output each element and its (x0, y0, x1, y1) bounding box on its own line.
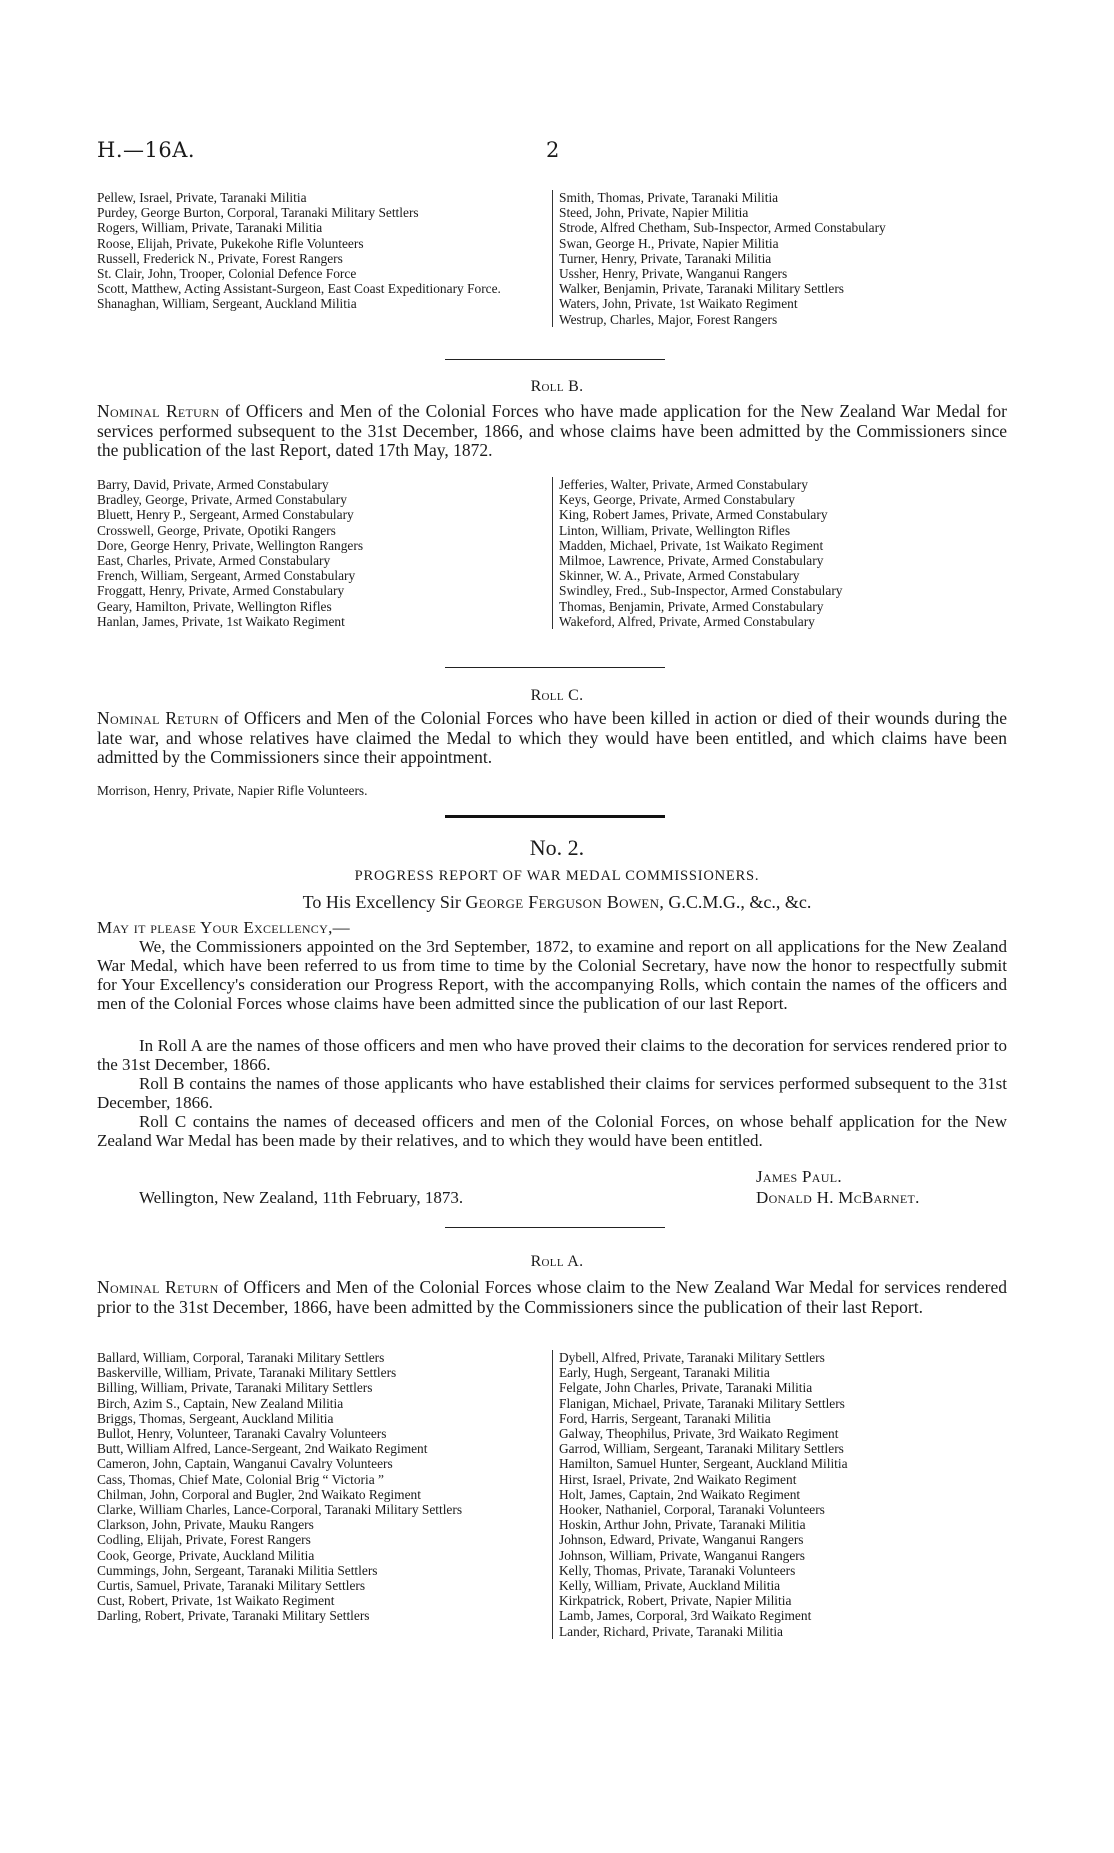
roll-entry: Swindley, Fred., Sub-Inspector, Armed Constabulary (559, 583, 843, 599)
roll-entry: Johnson, Edward, Private, Wanganui Rangers (559, 1532, 804, 1548)
report-paragraph: We, the Commissioners appointed on the 3rd September, 1872, to examine and report on all applications for the New Zealand War Medal, which have been referred to us from time to time by the Colonial Secretary, have now the honor to respectfully submit for Your Excellency's consideration our Progress Report, with the accompanying Rolls, which contain the names of the officers and men of the Colonial Forces whose claims have been admitted since the publication of our last Report. (97, 937, 1007, 1013)
roll-a-right-column (552, 1350, 1007, 1639)
roll-entry: Waters, John, Private, 1st Waikato Regiment (559, 296, 798, 312)
roll-entry: Flanigan, Michael, Private, Taranaki Military Settlers (559, 1395, 845, 1411)
signatory-name: Donald H. McBarnet. (756, 1188, 920, 1207)
roll-entry: Lander, Richard, Private, Taranaki Militia (559, 1623, 783, 1639)
roll-a-name-list (97, 1350, 1007, 1639)
roll-entry: Hanlan, James, Private, 1st Waikato Regiment (97, 613, 345, 629)
section-divider (445, 359, 665, 360)
roll-entry: Turner, Henry, Private, Taranaki Militia (559, 250, 772, 266)
roll-entry: Holt, James, Captain, 2nd Waikato Regiment (559, 1486, 801, 1502)
roll-entry: Kirkpatrick, Robert, Private, Napier Militia (559, 1593, 792, 1609)
roll-entry: Hamilton, Samuel Hunter, Sergeant, Auckland Militia (559, 1456, 848, 1472)
top-list-right-column (552, 190, 1007, 327)
roll-entry: Curtis, Samuel, Private, Taranaki Military Settlers (97, 1578, 366, 1594)
roll-entry: Bradley, George, Private, Armed Constabulary (97, 492, 347, 508)
report-paragraph: In Roll A are the names of those officers and men who have proved their claims to the decoration for services rendered prior to the 31st December, 1866. (97, 1036, 1007, 1074)
roll-entry: Bullot, Henry, Volunteer, Taranaki Cavalry Volunteers (97, 1426, 387, 1442)
roll-entry: Wakeford, Alfred, Private, Armed Constabulary (559, 613, 815, 629)
roll-entry: Roose, Elijah, Private, Pukekohe Rifle Volunteers (97, 235, 364, 251)
roll-entry: Clarkson, John, Private, Mauku Rangers (97, 1517, 314, 1533)
roll-entry: Steed, John, Private, Napier Militia (559, 205, 749, 221)
roll-entry: Cook, George, Private, Auckland Militia (97, 1547, 315, 1563)
roll-entry: Swan, George H., Private, Napier Militia (559, 235, 779, 251)
roll-entry: Ballard, William, Corporal, Taranaki Military Settlers (97, 1350, 385, 1365)
roll-entry: Rogers, William, Private, Taranaki Militia (97, 220, 323, 236)
roll-entry: Johnson, William, Private, Wanganui Rangers (559, 1547, 805, 1563)
roll-a-intro: Nominal Return of Officers and Men of the Colonial Forces whose claim to the New Zealand War Medal for services rendered prior to the 31st December, 1866, have been admitted by the Commissioners since the publication of their last Report. (97, 1277, 1007, 1317)
report-paragraph: Roll C contains the names of deceased officers and men of the Colonial Forces, on whose behalf application for the New Zealand War Medal has been made by their relatives, and to which they would have been entitled. (97, 1112, 1007, 1150)
roll-entry: Ussher, Henry, Private, Wanganui Rangers (559, 266, 788, 282)
roll-entry: Cameron, John, Captain, Wanganui Cavalry Volunteers (97, 1456, 393, 1472)
roll-entry: Cass, Thomas, Chief Mate, Colonial Brig “ Victoria ” (97, 1471, 384, 1487)
roll-entry: Smith, Thomas, Private, Taranaki Militia (559, 190, 779, 205)
roll-entry: Dybell, Alfred, Private, Taranaki Military Settlers (559, 1350, 825, 1365)
roll-entry: Codling, Elijah, Private, Forest Rangers (97, 1532, 311, 1548)
roll-entry: Kelly, Thomas, Private, Taranaki Volunteers (559, 1562, 796, 1578)
section-divider (445, 667, 665, 668)
roll-entry: French, William, Sergeant, Armed Constabulary (97, 568, 356, 584)
roll-entry: Briggs, Thomas, Sergeant, Auckland Militia (97, 1410, 334, 1426)
document-code: H.—16A. (97, 138, 196, 162)
roll-entry: Birch, Azim S., Captain, New Zealand Militia (97, 1395, 344, 1411)
roll-entry: Skinner, W. A., Private, Armed Constabulary (559, 568, 800, 584)
roll-entry: Billing, William, Private, Taranaki Military Settlers (97, 1380, 373, 1396)
roll-b-title: Roll B. (530, 378, 584, 395)
report-address: To His Excellency Sir George Ferguson Bowen, G.C.M.G., &c., &c. (302, 892, 812, 912)
roll-b-name-list (97, 477, 1007, 629)
roll-entry: Clarke, William Charles, Lance-Corporal, Taranaki Military Settlers (97, 1502, 463, 1518)
roll-entry: Scott, Matthew, Acting Assistant-Surgeon, East Coast Expeditionary Force. (97, 281, 501, 297)
roll-entry: Early, Hugh, Sergeant, Taranaki Militia (559, 1365, 770, 1381)
roll-entry: Felgate, John Charles, Private, Taranaki Militia (559, 1380, 813, 1396)
roll-entry: Cummings, John, Sergeant, Taranaki Militia Settlers (97, 1562, 378, 1578)
roll-entry: Darling, Robert, Private, Taranaki Military Settlers (97, 1608, 370, 1624)
roll-entry: Crosswell, George, Private, Opotiki Rangers (97, 522, 336, 538)
roll-entry: Froggatt, Henry, Private, Armed Constabulary (97, 583, 345, 599)
roll-a-title: Roll A. (530, 1253, 584, 1270)
roll-c-title: Roll C. (530, 687, 584, 704)
roll-entry: Butt, William Alfred, Lance-Sergeant, 2nd Waikato Regiment (97, 1441, 428, 1457)
report-title: PROGRESS REPORT OF WAR MEDAL COMMISSIONERS. (354, 868, 760, 884)
roll-entry: Madden, Michael, Private, 1st Waikato Regiment (559, 537, 824, 553)
roll-entry: St. Clair, John, Trooper, Colonial Defence Force (97, 266, 357, 282)
place-and-date: Wellington, New Zealand, 11th February, 1873. (139, 1188, 464, 1207)
roll-entry: Hirst, Israel, Private, 2nd Waikato Regiment (559, 1471, 797, 1487)
roll-entry: Milmoe, Lawrence, Private, Armed Constabulary (559, 553, 824, 569)
roll-entry: Kelly, William, Private, Auckland Militia (559, 1578, 781, 1594)
roll-b-left-column (97, 477, 552, 629)
roll-entry: Geary, Hamilton, Private, Wellington Rifles (97, 598, 332, 614)
roll-entry: East, Charles, Private, Armed Constabulary (97, 553, 331, 569)
signatory-name: James Paul. (756, 1167, 842, 1186)
roll-entry: Strode, Alfred Chetham, Sub-Inspector, Armed Constabulary (559, 220, 886, 236)
roll-entry: Shanaghan, William, Sergeant, Auckland Militia (97, 296, 357, 312)
roll-entry: Keys, George, Private, Armed Constabulary (559, 492, 795, 508)
page-number: 2 (546, 138, 560, 162)
roll-entry: Linton, William, Private, Wellington Rifles (559, 522, 791, 538)
report-number: No. 2. (529, 835, 585, 860)
roll-entry: Westrup, Charles, Major, Forest Rangers (559, 311, 778, 327)
roll-entry: Pellew, Israel, Private, Taranaki Militia (97, 190, 307, 205)
section-divider (445, 1227, 665, 1228)
roll-c-intro: Nominal Return of Officers and Men of the Colonial Forces who have been killed in action or died of their wounds during the late war, and whose relatives have claimed the Medal to which they would have been entitled, and which claims have been admitted by the Commissioners since their appointment. (97, 708, 1007, 767)
roll-entry: King, Robert James, Private, Armed Constabulary (559, 507, 828, 523)
roll-entry: Purdey, George Burton, Corporal, Taranaki Military Settlers (97, 205, 419, 221)
roll-entry: Walker, Benjamin, Private, Taranaki Military Settlers (559, 281, 845, 297)
roll-c-entry: Morrison, Henry, Private, Napier Rifle Volunteers. (97, 783, 368, 798)
roll-entry: Chilman, John, Corporal and Bugler, 2nd Waikato Regiment (97, 1486, 421, 1502)
roll-entry: Dore, George Henry, Private, Wellington Rangers (97, 537, 364, 553)
roll-entry: Hooker, Nathaniel, Corporal, Taranaki Volunteers (559, 1502, 825, 1518)
roll-a-left-column (97, 1350, 552, 1639)
section-divider-thick (445, 815, 665, 818)
top-list-left-column (97, 190, 552, 327)
roll-entry: Thomas, Benjamin, Private, Armed Constabulary (559, 598, 824, 614)
roll-entry: Baskerville, William, Private, Taranaki Military Settlers (97, 1365, 397, 1381)
roll-entry: Barry, David, Private, Armed Constabulary (97, 477, 329, 492)
roll-b-intro: Nominal Return of Officers and Men of the Colonial Forces who have made application for the New Zealand War Medal for services performed subsequent to the 31st December, 1866, and whose claims have been admitted by the Commissioners since the publication of the last Report, dated 17th May, 1872. (97, 401, 1007, 460)
report-paragraph: Roll B contains the names of those applicants who have established their claims for services performed subsequent to the 31st December, 1866. (97, 1074, 1007, 1112)
roll-entry: Jefferies, Walter, Private, Armed Constabulary (559, 477, 808, 492)
roll-b-right-column (552, 477, 1007, 629)
top-name-list (97, 190, 1007, 327)
roll-entry: Hoskin, Arthur John, Private, Taranaki Militia (559, 1517, 806, 1533)
roll-entry: Galway, Theophilus, Private, 3rd Waikato Regiment (559, 1426, 839, 1442)
roll-entry: Garrod, William, Sergeant, Taranaki Military Settlers (559, 1441, 844, 1457)
roll-entry: Cust, Robert, Private, 1st Waikato Regiment (97, 1593, 335, 1609)
roll-entry: Bluett, Henry P., Sergeant, Armed Constabulary (97, 507, 354, 523)
roll-entry: Lamb, James, Corporal, 3rd Waikato Regiment (559, 1608, 812, 1624)
roll-entry: Ford, Harris, Sergeant, Taranaki Militia (559, 1410, 771, 1426)
roll-entry: Russell, Frederick N., Private, Forest Rangers (97, 250, 343, 266)
salutation: May it please Your Excellency,— (97, 918, 350, 937)
